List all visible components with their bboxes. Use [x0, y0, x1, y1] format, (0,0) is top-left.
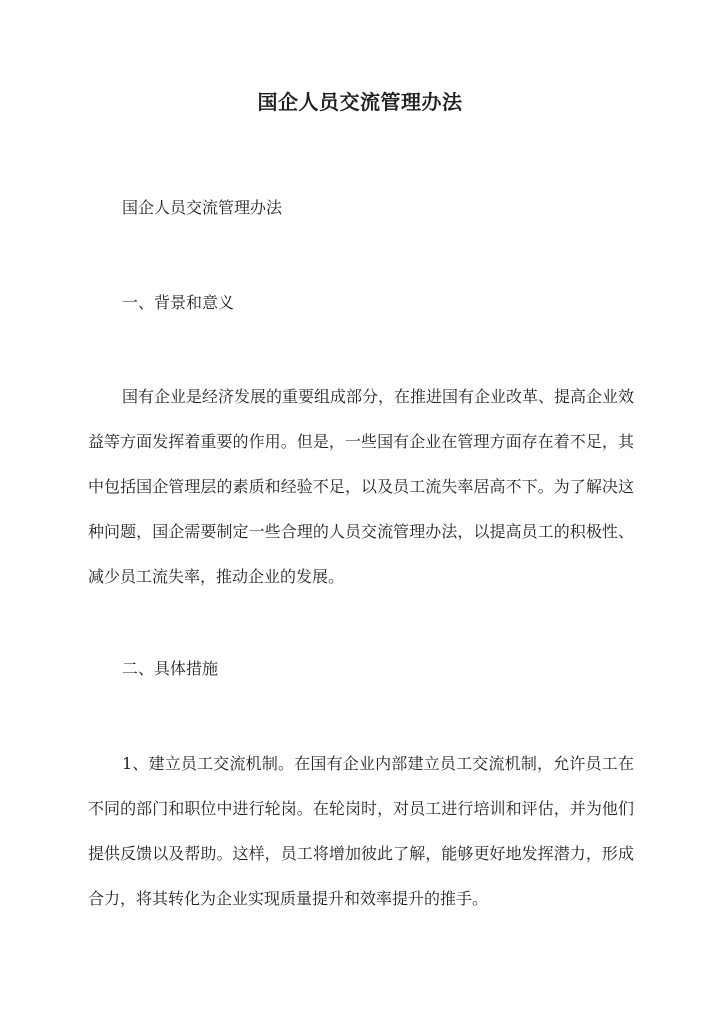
- document-title: 国企人员交流管理办法: [257, 90, 463, 114]
- document-subtitle: 国企人员交流管理办法: [122, 198, 283, 217]
- section-2-heading: 二、具体措施: [122, 659, 219, 678]
- section-1-paragraph: 国有企业是经济发展的重要组成部分，在推进国有企业改革、提高企业效益等方面发挥着重要的作用。但是，一些国有企业在管理方面存在着不足，其中包括国企管理层的素质和经验不足，以及员工流失率居高不下。为了解决这种问题，国企需要制定一些合理的人员交流管理办法，以提高员工的积极性、减少员工流失率，推动企业的发展。: [88, 387, 635, 586]
- section-1-heading: 一、背景和意义: [122, 293, 235, 312]
- measure-1-paragraph: 1、建立员工交流机制。在国有企业内部建立员工交流机制，允许员工在不同的部门和职位中进行轮岗。在轮岗时，对员工进行培训和评估，并为他们提供反馈以及帮助。这样，员工将增加彼此了解，能够更好地发挥潜力，形成合力，将其转化为企业实现质量提升和效率提升的推手。: [88, 754, 634, 908]
